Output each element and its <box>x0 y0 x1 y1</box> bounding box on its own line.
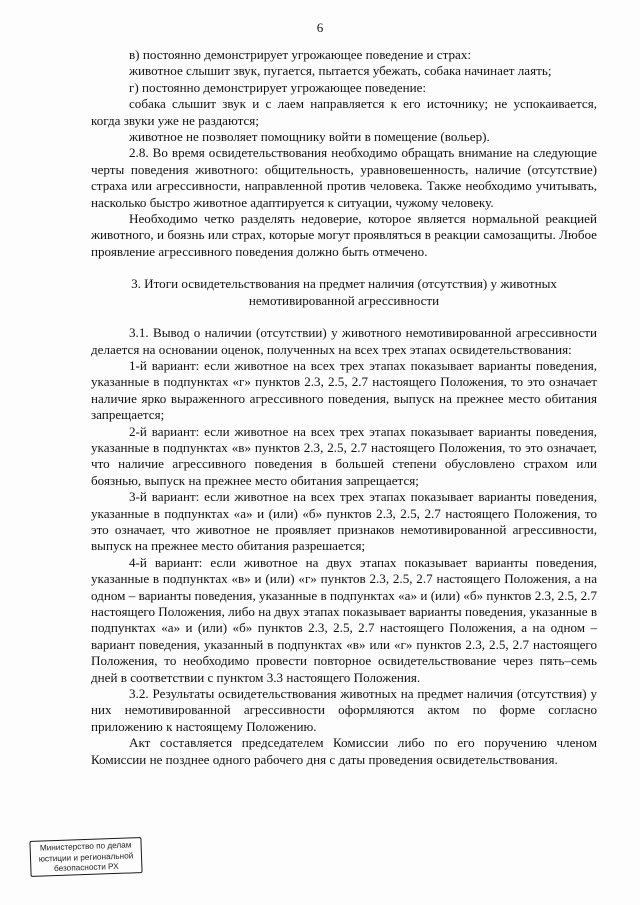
document-body <box>91 47 597 768</box>
paragraph-variant-3: 3-й вариант: если животное на всех трех этапах показывает варианты поведения, указанные в подпунктах «а» и (или) «б» пунктов 2.3, 2.5, 2.7 настоящего Положения, то это означает, что животное не проявляет признаков немотивированной агрессивности, выпуск на прежнее место обитания разрешается; <box>91 489 597 554</box>
paragraph-item-v: в) постоянно демонстрирует угрожающее поведение и страх: <box>129 47 472 62</box>
stamp-line-1: Министерство по делам <box>39 840 132 853</box>
stamp-line-2: юстиции и региональной <box>38 850 134 864</box>
section-3-heading: 3. Итоги освидетельствования на предмет наличия (отсутствия) у животных немотивированной агрессивности <box>131 276 557 308</box>
ministry-stamp <box>29 837 142 877</box>
paragraph-item-g: г) постоянно демонстрирует угрожающее поведение: <box>129 79 427 95</box>
paragraph-variant-1: 1-й вариант: если животное на всех трех этапах показывает варианты поведения, указанные в подпунктах «г» пунктов 2.3, 2.5, 2.7 настоящего Положения, то это означает наличие ярко выраженного агрессивного поведения, выпуск на прежнее место обитания запрещается; <box>91 357 597 423</box>
paragraph-item-g-enclosure: животное не позволяет помощнику войти в помещение (вольер). <box>129 129 490 145</box>
paragraph-item-g-detail: собака слышит звук и с лаем направляется к его источнику; не успокаивается, когда звуки уже не раздаются; <box>91 96 597 128</box>
paragraph-distrust: Необходимо четко разделять недоверие, которое является нормальной реакцией животного, и боязнь или страх, которые могут проявляться в реакции самозащиты. Любое проявление агрессивного поведения должно быть отмечено. <box>91 211 597 259</box>
page-number: 6 <box>316 20 324 35</box>
paragraph-item-v-detail: животное слышит звук, пугается, пытается убежать, собака начинает лаять; <box>129 63 552 79</box>
paragraph-3-2: 3.2. Результаты освидетельствования животных на предмет наличия (отсутствия) у них немотивированной агрессивности оформляются актом по форме согласно приложению к настоящему Положению. <box>91 686 597 734</box>
paragraph-3-1: 3.1. Вывод о наличии (отсутствии) у животного немотивированной агрессивности делается на основании оценок, полученных на всех трех этапах освидетельствования: <box>91 325 597 357</box>
paragraph-variant-2: 2-й вариант: если животное на всех трех этапах показывает варианты поведения, указанные в подпунктах «в» пунктов 2.3, 2.5, 2.7 настоящего Положения, то это означает, что наличие агрессивного поведения в большей степени обусловлено страхом или боязнью, выпуск на прежнее место обитания запрещается; <box>91 423 597 488</box>
stamp-line-3: безопасности РХ <box>53 861 119 874</box>
paragraph-act: Акт составляется председателем Комиссии либо по его поручению членом Комиссии не позднее одного рабочего дня с даты проведения освидетельствования. <box>91 735 597 767</box>
paragraph-2-8: 2.8. Во время освидетельствования необходимо обращать внимание на следующие черты поведения животного: общительность, уравновешенность, наличие (отсутствие) страха или агрессивности, направленной против человека. Также необходимо учитывать, насколько быстро животное адаптируется к ситуации, чужому человеку. <box>91 145 597 210</box>
paragraph-variant-4: 4-й вариант: если животное на двух этапах показывает варианты поведения, указанные в подпунктах «в» и (или) «г» пунктов 2.3, 2.5, 2.7 настоящего Положения, а на одном – варианты поведения, указанные в подпунктах «а» и (или) «б» пунктов 2.3, 2.5, 2.7 настоящего Положения, либо на двух этапах показывает варианты поведения, указанные в подпунктах «а» и (или) «б» пунктов 2.3, 2.5, 2.7 настоящего Положения, а на одном – вариант поведения, указанный в подпунктах «в» или «г» пунктов 2.3, 2.5, 2.7 настоящего Положения, то необходимо провести повторное освидетельствование через пять–семь дней в соответствии с пунктом 3.3 настоящего Положения. <box>91 554 597 685</box>
